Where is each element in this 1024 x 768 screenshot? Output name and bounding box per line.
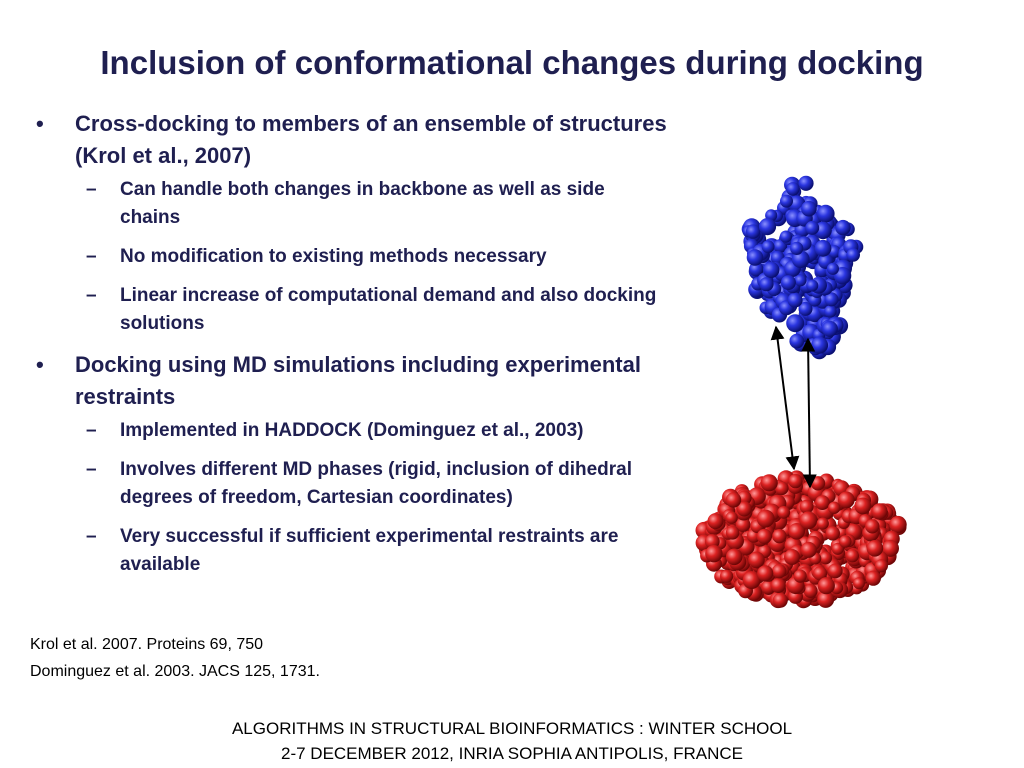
red-atom-sphere	[817, 518, 829, 530]
reference-item: Dominguez et al. 2003. JACS 125, 1731.	[30, 663, 320, 680]
blue-atom-sphere	[759, 218, 776, 235]
sub-bullet-list	[30, 417, 670, 579]
red-atom-sphere	[725, 512, 737, 524]
blue-atom-sphere	[781, 275, 796, 290]
red-atom-sphere	[777, 506, 790, 519]
red-atom-sphere	[757, 565, 773, 581]
blue-atom-sphere	[801, 201, 817, 217]
sub-bullet-text: Can handle both changes in backbone as well as side chains	[120, 179, 605, 228]
sub-bullet-text: Involves different MD phases (rigid, inclusion of dihedral degrees of freedom, Cartesian coordinates)	[120, 459, 633, 508]
bullet-item	[30, 349, 670, 413]
red-atom-sphere	[838, 492, 855, 509]
blue-atom-sphere	[786, 182, 800, 196]
blue-atom-sphere	[824, 305, 837, 318]
references	[30, 631, 320, 685]
blue-atom-sphere	[846, 248, 860, 262]
red-atom-sphere	[866, 571, 881, 586]
dash-marker: –	[86, 420, 97, 441]
blue-atom-sphere	[759, 277, 773, 291]
sub-bullet-item	[30, 523, 670, 579]
red-atom-sphere	[794, 570, 807, 583]
reference-item: Krol et al. 2007. Proteins 69, 750	[30, 636, 264, 653]
blue-atom-sphere	[789, 334, 804, 349]
red-atom-sphere	[788, 474, 802, 488]
red-atom-sphere	[889, 516, 906, 533]
blue-atom-sphere	[822, 321, 838, 337]
red-atom-sphere	[772, 529, 786, 543]
bullet-group-1	[30, 108, 670, 338]
dash-marker: –	[86, 459, 97, 480]
sub-bullet-item	[30, 417, 670, 445]
red-atom-sphere	[757, 510, 775, 528]
slide-footer	[0, 716, 1024, 766]
red-protein-structure	[696, 470, 907, 608]
red-atom-sphere	[761, 474, 778, 491]
dash-marker: –	[86, 179, 97, 200]
sub-bullet-text: Linear increase of computational demand and also docking solutions	[120, 285, 657, 334]
blue-atom-sphere	[790, 242, 803, 255]
red-atom-sphere	[828, 564, 843, 579]
blue-atom-sphere	[780, 231, 792, 243]
red-atom-sphere	[772, 564, 786, 578]
blue-protein-structure	[742, 176, 864, 360]
dash-marker: –	[86, 246, 97, 267]
red-atom-sphere	[871, 503, 887, 519]
bullet-list	[30, 108, 670, 590]
red-atom-sphere	[726, 549, 743, 566]
bullet-group-2	[30, 349, 670, 579]
sub-bullet-text: Very successful if sufficient experimental restraints are available	[120, 526, 619, 575]
red-atom-sphere	[854, 498, 871, 515]
red-atom-sphere	[773, 593, 788, 608]
bullet-marker: •	[36, 111, 44, 136]
blue-atom-sphere	[815, 240, 832, 257]
blue-atom-sphere	[786, 314, 804, 332]
blue-atom-sphere	[811, 337, 828, 354]
red-atom-sphere	[748, 552, 765, 569]
protein-docking-figure	[690, 175, 920, 625]
red-atom-sphere	[708, 513, 724, 529]
red-atom-sphere	[799, 511, 817, 529]
footer-line: 2-7 DECEMBER 2012, INRIA SOPHIA ANTIPOLIS, FRANCE	[281, 744, 743, 763]
red-atom-sphere	[826, 526, 840, 540]
restraint-arrow-right	[808, 339, 810, 487]
red-atom-sphere	[720, 570, 733, 583]
blue-atom-sphere	[827, 263, 839, 275]
red-atom-sphere	[853, 577, 865, 589]
dash-marker: –	[86, 526, 97, 547]
red-atom-sphere	[846, 549, 859, 562]
bullet-marker: •	[36, 352, 44, 377]
sub-bullet-text: No modification to existing methods necessary	[120, 246, 547, 267]
blue-atom-sphere	[780, 195, 793, 208]
blue-atom-sphere	[817, 205, 835, 223]
sub-bullet-list	[30, 176, 670, 338]
sub-bullet-item	[30, 282, 670, 338]
red-atom-sphere	[726, 492, 741, 507]
red-atom-sphere	[784, 549, 800, 565]
red-atom-sphere	[839, 535, 852, 548]
sub-bullet-text: Implemented in HADDOCK (Dominguez et al., 2003)	[120, 420, 584, 441]
red-atom-sphere	[726, 526, 740, 540]
sub-bullet-item	[30, 243, 670, 271]
blue-atom-sphere	[762, 240, 775, 253]
red-atom-sphere	[865, 519, 879, 533]
blue-atom-sphere	[746, 224, 760, 238]
red-atom-sphere	[811, 476, 825, 490]
bullet-item	[30, 108, 670, 172]
red-atom-sphere	[875, 559, 888, 572]
blue-atom-sphere	[806, 280, 818, 292]
red-atom-sphere	[771, 578, 786, 593]
blue-atom-sphere	[763, 262, 779, 278]
red-atom-sphere	[828, 502, 840, 514]
footer-line: ALGORITHMS IN STRUCTURAL BIOINFORMATICS : WINTER SCHOOL	[231, 719, 793, 738]
dash-marker: –	[86, 285, 97, 306]
red-atom-sphere	[757, 529, 772, 544]
red-atom-sphere	[867, 540, 884, 557]
bullet-text: Cross-docking to members of an ensemble of structures (Krol et al., 2007)	[75, 111, 667, 168]
sub-bullet-item	[30, 456, 670, 512]
red-atom-sphere	[705, 545, 722, 562]
bullet-text: Docking using MD simulations including experimental restraints	[75, 352, 641, 409]
red-atom-sphere	[818, 577, 835, 594]
blue-atom-sphere	[795, 274, 807, 286]
red-atom-sphere	[815, 495, 830, 510]
slide-title: Inclusion of conformational changes during docking	[100, 44, 924, 81]
blue-atom-sphere	[747, 249, 764, 266]
red-atom-sphere	[801, 542, 817, 558]
sub-bullet-item	[30, 176, 670, 232]
blue-atom-sphere	[835, 220, 850, 235]
blue-atom-sphere	[788, 293, 803, 308]
blue-atom-sphere	[805, 221, 819, 235]
restraint-arrow-left	[776, 327, 794, 469]
blue-atom-sphere	[798, 176, 813, 191]
red-atom-sphere	[804, 584, 818, 598]
